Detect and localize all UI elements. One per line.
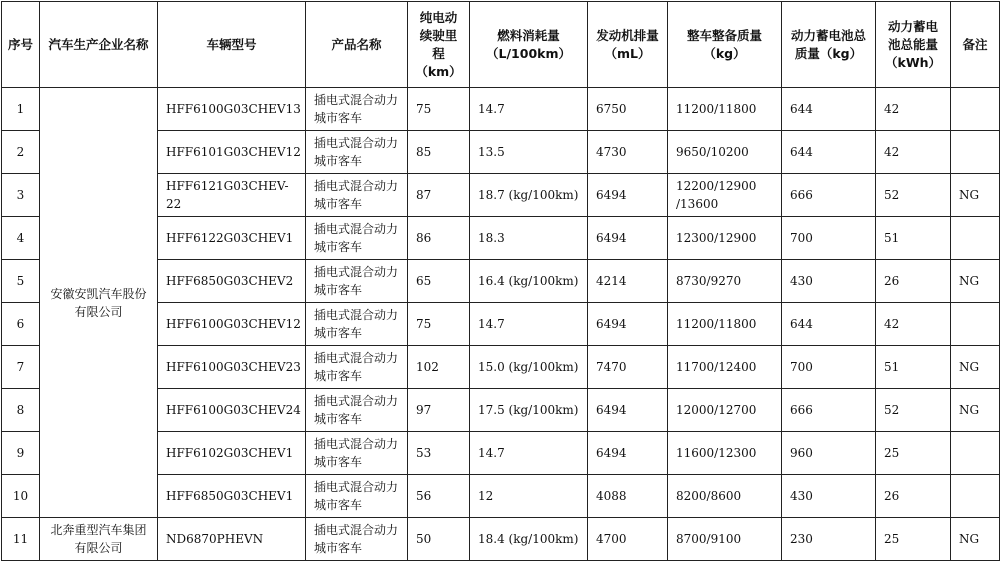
cell-engine: 6494 (588, 174, 668, 217)
cell-battery-mass: 666 (782, 174, 876, 217)
cell-seq: 6 (2, 303, 40, 346)
cell-model: HFF6101G03CHEV12 (158, 131, 306, 174)
cell-fuel: 18.4 (kg/100km) (470, 518, 588, 561)
cell-company: 北奔重型汽车集团有限公司 (40, 518, 158, 561)
header-battery-energy: 动力蓄电池总能量（kWh） (876, 2, 951, 88)
cell-product: 插电式混合动力城市客车 (306, 346, 408, 389)
cell-product: 插电式混合动力城市客车 (306, 260, 408, 303)
header-product: 产品名称 (306, 2, 408, 88)
cell-fuel: 12 (470, 475, 588, 518)
cell-remark: NG (951, 260, 1000, 303)
cell-remark: NG (951, 389, 1000, 432)
cell-model: HFF6100G03CHEV12 (158, 303, 306, 346)
cell-model: HFF6850G03CHEV1 (158, 475, 306, 518)
cell-fuel: 14.7 (470, 432, 588, 475)
cell-seq: 11 (2, 518, 40, 561)
cell-fuel: 16.4 (kg/100km) (470, 260, 588, 303)
cell-remark (951, 217, 1000, 260)
header-range: 纯电动续驶里程（km） (408, 2, 470, 88)
header-remark: 备注 (951, 2, 1000, 88)
cell-model: HFF6100G03CHEV13 (158, 88, 306, 131)
cell-battery-mass: 230 (782, 518, 876, 561)
cell-engine: 6750 (588, 88, 668, 131)
cell-model: HFF6100G03CHEV23 (158, 346, 306, 389)
vehicle-table (1, 1, 1000, 561)
cell-battery-energy: 52 (876, 389, 951, 432)
header-fuel: 燃料消耗量（L/100km） (470, 2, 588, 88)
cell-seq: 5 (2, 260, 40, 303)
cell-engine: 4700 (588, 518, 668, 561)
cell-remark: NG (951, 174, 1000, 217)
cell-mass: 11200/11800 (668, 303, 782, 346)
cell-battery-energy: 42 (876, 131, 951, 174)
cell-battery-mass: 644 (782, 88, 876, 131)
cell-engine: 6494 (588, 432, 668, 475)
cell-fuel: 18.7 (kg/100km) (470, 174, 588, 217)
cell-battery-mass: 960 (782, 432, 876, 475)
cell-remark (951, 88, 1000, 131)
header-company: 汽车生产企业名称 (40, 2, 158, 88)
cell-seq: 1 (2, 88, 40, 131)
cell-range: 86 (408, 217, 470, 260)
cell-battery-energy: 25 (876, 518, 951, 561)
cell-product: 插电式混合动力城市客车 (306, 131, 408, 174)
cell-battery-mass: 666 (782, 389, 876, 432)
cell-remark (951, 475, 1000, 518)
cell-model: HFF6121G03CHEV-22 (158, 174, 306, 217)
cell-battery-energy: 52 (876, 174, 951, 217)
cell-mass: 9650/10200 (668, 131, 782, 174)
cell-engine: 4088 (588, 475, 668, 518)
cell-model: HFF6102G03CHEV1 (158, 432, 306, 475)
cell-engine: 6494 (588, 389, 668, 432)
cell-engine: 6494 (588, 303, 668, 346)
cell-mass: 8730/9270 (668, 260, 782, 303)
cell-remark: NG (951, 346, 1000, 389)
cell-product: 插电式混合动力城市客车 (306, 303, 408, 346)
cell-battery-mass: 430 (782, 475, 876, 518)
cell-product: 插电式混合动力城市客车 (306, 475, 408, 518)
cell-engine: 4214 (588, 260, 668, 303)
cell-fuel: 14.7 (470, 303, 588, 346)
header-model: 车辆型号 (158, 2, 306, 88)
header-engine: 发动机排量（mL） (588, 2, 668, 88)
cell-company: 安徽安凯汽车股份有限公司 (40, 88, 158, 518)
cell-remark (951, 432, 1000, 475)
cell-battery-mass: 644 (782, 131, 876, 174)
cell-product: 插电式混合动力城市客车 (306, 88, 408, 131)
cell-battery-energy: 25 (876, 432, 951, 475)
cell-seq: 7 (2, 346, 40, 389)
cell-range: 75 (408, 88, 470, 131)
cell-range: 97 (408, 389, 470, 432)
cell-range: 102 (408, 346, 470, 389)
cell-seq: 8 (2, 389, 40, 432)
cell-remark (951, 131, 1000, 174)
cell-battery-mass: 430 (782, 260, 876, 303)
header-row (2, 2, 1000, 88)
cell-seq: 2 (2, 131, 40, 174)
cell-fuel: 17.5 (kg/100km) (470, 389, 588, 432)
cell-mass: 11200/11800 (668, 88, 782, 131)
cell-battery-energy: 51 (876, 217, 951, 260)
cell-battery-energy: 51 (876, 346, 951, 389)
cell-battery-mass: 700 (782, 346, 876, 389)
cell-range: 85 (408, 131, 470, 174)
cell-battery-energy: 26 (876, 260, 951, 303)
cell-range: 50 (408, 518, 470, 561)
cell-range: 87 (408, 174, 470, 217)
cell-battery-energy: 42 (876, 88, 951, 131)
cell-range: 65 (408, 260, 470, 303)
cell-engine: 4730 (588, 131, 668, 174)
cell-model: ND6870PHEVN (158, 518, 306, 561)
cell-product: 插电式混合动力城市客车 (306, 174, 408, 217)
cell-model: HFF6100G03CHEV24 (158, 389, 306, 432)
cell-mass: 12000/12700 (668, 389, 782, 432)
cell-fuel: 15.0 (kg/100km) (470, 346, 588, 389)
cell-product: 插电式混合动力城市客车 (306, 389, 408, 432)
cell-seq: 3 (2, 174, 40, 217)
cell-model: HFF6850G03CHEV2 (158, 260, 306, 303)
cell-battery-energy: 42 (876, 303, 951, 346)
cell-mass: 11600/12300 (668, 432, 782, 475)
header-mass: 整车整备质量（kg） (668, 2, 782, 88)
table-row (2, 88, 1000, 131)
cell-product: 插电式混合动力城市客车 (306, 217, 408, 260)
cell-model: HFF6122G03CHEV1 (158, 217, 306, 260)
cell-engine: 6494 (588, 217, 668, 260)
cell-engine: 7470 (588, 346, 668, 389)
cell-range: 53 (408, 432, 470, 475)
cell-fuel: 14.7 (470, 88, 588, 131)
cell-mass: 8700/9100 (668, 518, 782, 561)
cell-remark (951, 303, 1000, 346)
cell-battery-mass: 644 (782, 303, 876, 346)
cell-mass: 12300/12900 (668, 217, 782, 260)
cell-mass: 12200/12900 /13600 (668, 174, 782, 217)
cell-product: 插电式混合动力城市客车 (306, 518, 408, 561)
header-battery-mass: 动力蓄电池总质量（kg） (782, 2, 876, 88)
cell-fuel: 18.3 (470, 217, 588, 260)
cell-fuel: 13.5 (470, 131, 588, 174)
header-seq: 序号 (2, 2, 40, 88)
cell-mass: 8200/8600 (668, 475, 782, 518)
cell-range: 56 (408, 475, 470, 518)
cell-remark: NG (951, 518, 1000, 561)
table-body (2, 88, 1000, 561)
cell-product: 插电式混合动力城市客车 (306, 432, 408, 475)
cell-seq: 4 (2, 217, 40, 260)
cell-seq: 9 (2, 432, 40, 475)
cell-battery-energy: 26 (876, 475, 951, 518)
table-row (2, 518, 1000, 561)
cell-battery-mass: 700 (782, 217, 876, 260)
cell-mass: 11700/12400 (668, 346, 782, 389)
cell-range: 75 (408, 303, 470, 346)
cell-seq: 10 (2, 475, 40, 518)
